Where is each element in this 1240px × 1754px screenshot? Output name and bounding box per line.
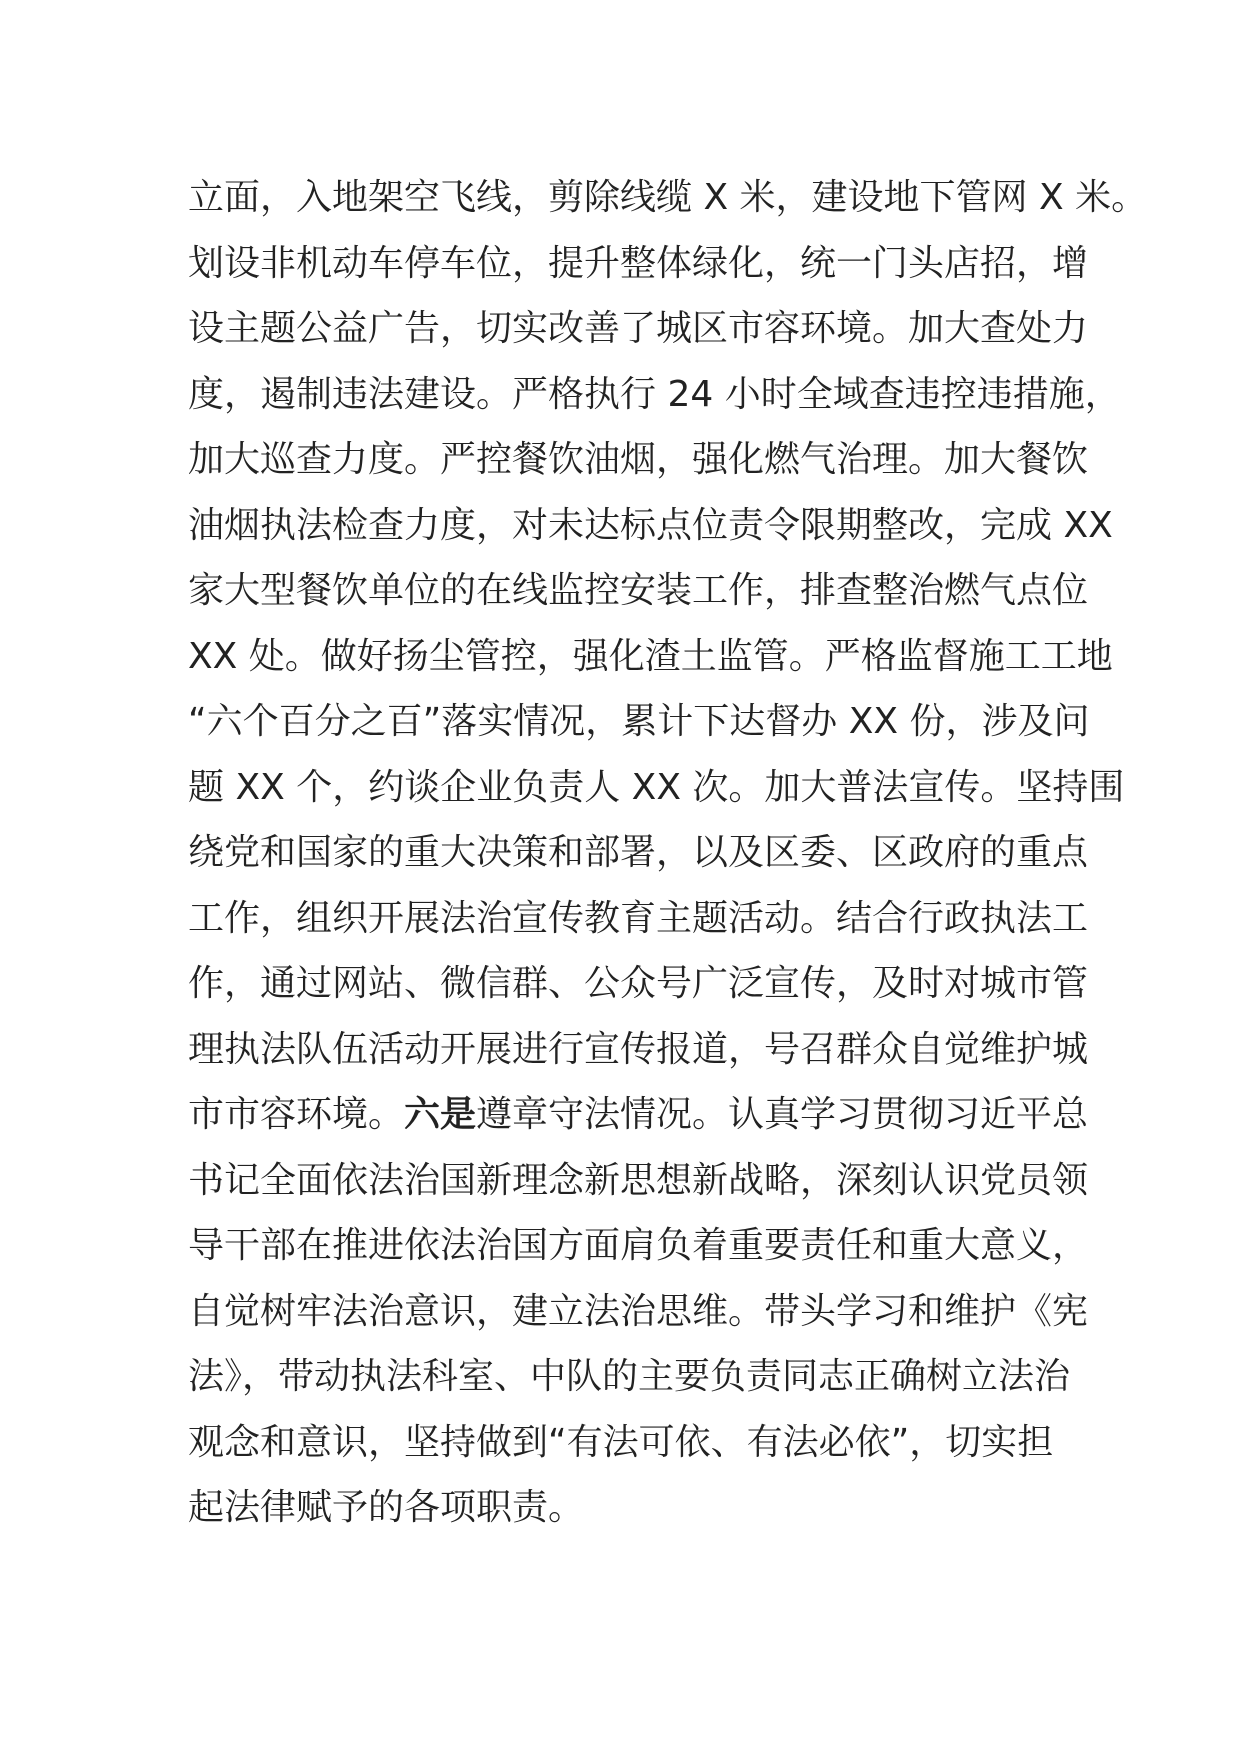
text-line: “六个百分之百”落实情况，累计下达督办 XX 份，涉及问 (188, 701, 1090, 742)
text-line: 设主题公益广告，切实改善了城区市容环境。加大查处力 (188, 308, 1089, 349)
text-line: 导干部在推进依法治国方面肩负着重要责任和重大意义， (188, 1225, 1089, 1266)
text-line: 自觉树牢法治意识，建立法治思维。带头学习和维护《宪 (188, 1290, 1089, 1332)
text-line: 划设非机动车停车位，提升整体绿化，统一门头店招，增 (188, 242, 1089, 284)
body-text (188, 165, 1148, 1541)
text-line: 家大型餐饮单位的在线监控安装工作，排查整治燃气点位 (188, 570, 1089, 611)
section-marker: 六是 (404, 1094, 477, 1135)
text-line: 观念和意识，坚持做到“有法可依、有法必依”，切实担 (188, 1421, 1054, 1463)
line-suffix: 遵章守法情况。认真学习贯彻习近平总 (476, 1094, 1089, 1135)
text-line: 理执法队伍活动开展进行宣传报道，号召群众自觉维护城 (188, 1028, 1089, 1070)
text-line: 工作，组织开展法治宣传教育主题活动。结合行政执法工 (188, 897, 1089, 939)
text-line: 书记全面依法治国新理念新思想新战略，深刻认识党员领 (188, 1159, 1089, 1201)
text-line: 起法律赋予的各项职责。 (188, 1487, 585, 1528)
text-line: 度，遏制违法建设。严格执行 24 小时全域查违控违措施， (188, 373, 1121, 415)
text-line: 加大巡查力度。严控餐饮油烟，强化燃气治理。加大餐饮 (188, 439, 1089, 480)
text-line: XX 处。做好扬尘管控，强化渣土监管。严格监督施工工地 (188, 635, 1113, 677)
text-line: 题 XX 个，约谈企业负责人 XX 次。加大普法宣传。坚持围 (188, 766, 1125, 808)
text-line: 绕党和国家的重大决策和部署，以及区委、区政府的重点 (188, 832, 1089, 873)
text-line: 法》，带动执法科室、中队的主要负责同志正确树立法治 (188, 1356, 1071, 1397)
text-line (188, 1082, 1089, 1148)
text-line: 立面，入地架空飞线，剪除线缆 X 米，建设地下管网 X 米。 (188, 177, 1148, 218)
line-prefix: 市市容环境。 (188, 1094, 405, 1135)
text-line: 油烟执法检查力度，对未达标点位责令限期整改，完成 XX (188, 504, 1113, 546)
text-line: 作，通过网站、微信群、公众号广泛宣传，及时对城市管 (188, 963, 1089, 1004)
